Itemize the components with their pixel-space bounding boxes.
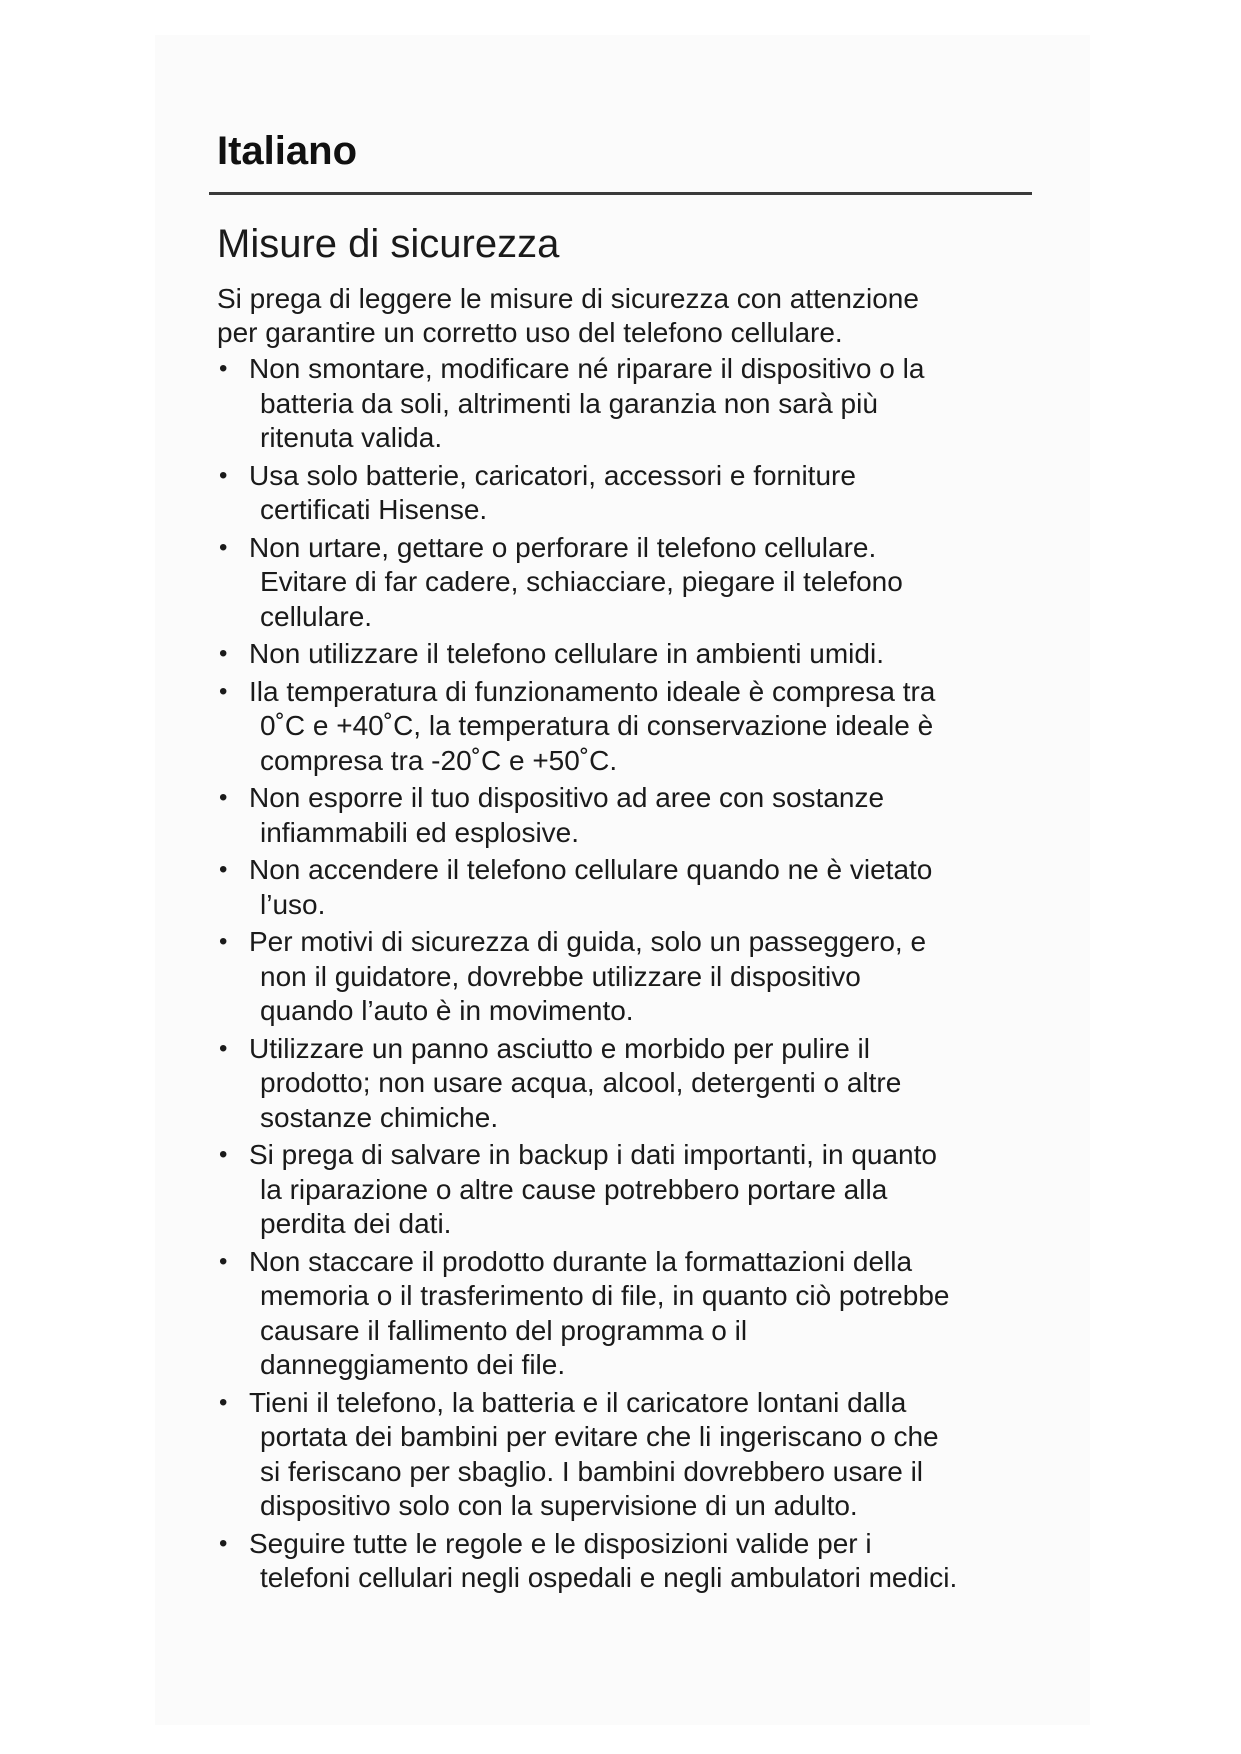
list-item-continuation-line: compresa tra -20˚C e +50˚C. <box>260 744 618 776</box>
list-item-first-line: Utilizzare un panno asciutto e morbido per pulire il <box>249 1032 870 1064</box>
list-item-text <box>249 1386 1037 1524</box>
list-item <box>217 1032 1037 1136</box>
list-item-first-line: Non urtare, gettare o perforare il telefono cellulare. <box>249 531 877 563</box>
list-item-first-line: Ila temperatura di funzionamento ideale è compresa tra <box>249 675 936 707</box>
list-item-text <box>249 1527 1037 1596</box>
list-item-first-line: Per motivi di sicurezza di guida, solo un passeggero, e <box>249 926 927 957</box>
list-item-text <box>249 531 1037 635</box>
bullet-icon: • <box>219 1034 228 1062</box>
intro-line-2: per garantire un corretto uso del telefono cellulare. <box>217 317 843 348</box>
list-item-continuation-line: sostanze chimiche. <box>260 1101 499 1133</box>
bullet-icon: • <box>219 355 228 382</box>
list-item-continuation-line: prodotto; non usare acqua, alcool, detergenti o altre <box>260 1067 902 1098</box>
list-item-text <box>249 853 1037 922</box>
list-item-continuation-line: la riparazione o altre cause potrebbero portare alla <box>260 1173 888 1205</box>
list-item-continuation-line: dispositivo solo con la supervisione di un adulto. <box>260 1490 858 1521</box>
list-item-first-line: Seguire tutte le regole e le disposizioni valide per i <box>249 1527 872 1559</box>
list-item-continuation-line: memoria o il trasferimento di file, in quanto ciò potrebbe <box>260 1280 950 1311</box>
list-item <box>217 1138 1037 1242</box>
list-item-text <box>249 1032 1037 1136</box>
list-item-continuation-line: certificati Hisense. <box>260 494 488 525</box>
list-item <box>217 1245 1037 1383</box>
list-item-text <box>249 352 1037 456</box>
list-item-first-line: Non staccare il prodotto durante la formattazioni della <box>249 1245 913 1277</box>
list-item-continuation-line: non il guidatore, dovrebbe utilizzare il dispositivo <box>260 960 861 992</box>
bullet-icon: • <box>219 1141 228 1168</box>
bullet-icon: • <box>219 784 228 811</box>
bullet-icon: • <box>219 856 228 883</box>
list-item-first-line: Non esporre il tuo dispositivo ad aree con sostanze <box>249 782 885 813</box>
bullet-icon: • <box>219 640 228 667</box>
list-item-first-line: Si prega di salvare in backup i dati importanti, in quanto <box>249 1139 937 1170</box>
list-item <box>217 675 1037 779</box>
list-item-first-line: Non utilizzare il telefono cellulare in ambienti umidi. <box>249 638 884 669</box>
document-content <box>217 120 1037 1593</box>
bullet-icon: • <box>219 533 228 561</box>
bullet-icon: • <box>219 928 228 955</box>
list-item-first-line: Usa solo batterie, caricatori, accessori e forniture <box>249 459 856 491</box>
list-item-continuation-line: cellulare. <box>260 600 373 632</box>
list-item-continuation-line: 0˚C e +40˚C, la temperatura di conservazione ideale è <box>260 710 934 741</box>
section-title: Misure di sicurezza <box>217 222 560 266</box>
bullet-icon: • <box>219 461 228 489</box>
list-item-continuation-line: telefoni cellulari negli ospedali e negli ambulatori medici. <box>260 1562 958 1593</box>
list-item-continuation-line: si feriscano per sbaglio. I bambini dovrebbero usare il <box>260 1455 924 1487</box>
heading-divider <box>209 192 1032 195</box>
list-item-continuation-line: danneggiamento dei file. <box>260 1349 566 1380</box>
list-item-text <box>249 675 1037 779</box>
intro-line-1: Si prega di leggere le misure di sicurezza con attenzione <box>217 283 919 314</box>
list-item-text <box>249 925 1037 1029</box>
list-item <box>217 459 1037 528</box>
list-item <box>217 531 1037 635</box>
list-item-continuation-line: causare il fallimento del programma o il <box>260 1314 748 1346</box>
bullet-icon: • <box>219 1388 228 1416</box>
bullet-icon: • <box>219 1247 228 1275</box>
list-item <box>217 1527 1037 1596</box>
list-item-continuation-line: batteria da soli, altrimenti la garanzia non sarà più <box>260 387 878 419</box>
list-item-text <box>249 1138 1037 1242</box>
list-item-continuation-line: perdita dei dati. <box>260 1208 452 1239</box>
list-item-text <box>249 637 1037 672</box>
list-item <box>217 1386 1037 1524</box>
list-item-text <box>249 459 1037 528</box>
list-item-first-line: Non smontare, modificare né riparare il dispositivo o la <box>249 353 925 384</box>
list-item <box>217 637 1037 672</box>
list-item <box>217 853 1037 922</box>
list-item-first-line: Non accendere il telefono cellulare quando ne è vietato <box>249 854 933 885</box>
list-item-text <box>249 781 1037 850</box>
safety-list <box>217 352 1037 1599</box>
list-item-first-line: Tieni il telefono, la batteria e il caricatore lontani dalla <box>249 1386 907 1418</box>
list-item-continuation-line: infiammabili ed esplosive. <box>260 816 580 848</box>
intro-paragraph <box>217 282 1027 350</box>
list-item <box>217 352 1037 456</box>
list-item-continuation-line: portata dei bambini per evitare che li ingeriscano o che <box>260 1421 939 1452</box>
list-item-continuation-line: ritenuta valida. <box>260 422 443 453</box>
language-heading: Italiano <box>217 129 358 173</box>
bullet-icon: • <box>219 1529 228 1557</box>
list-item <box>217 925 1037 1029</box>
list-item-continuation-line: l’uso. <box>260 888 326 920</box>
bullet-icon: • <box>219 677 228 705</box>
list-item-continuation-line: Evitare di far cadere, schiacciare, piegare il telefono <box>260 566 903 597</box>
list-item-continuation-line: quando l’auto è in movimento. <box>260 995 634 1026</box>
list-item-text <box>249 1245 1037 1383</box>
list-item <box>217 781 1037 850</box>
